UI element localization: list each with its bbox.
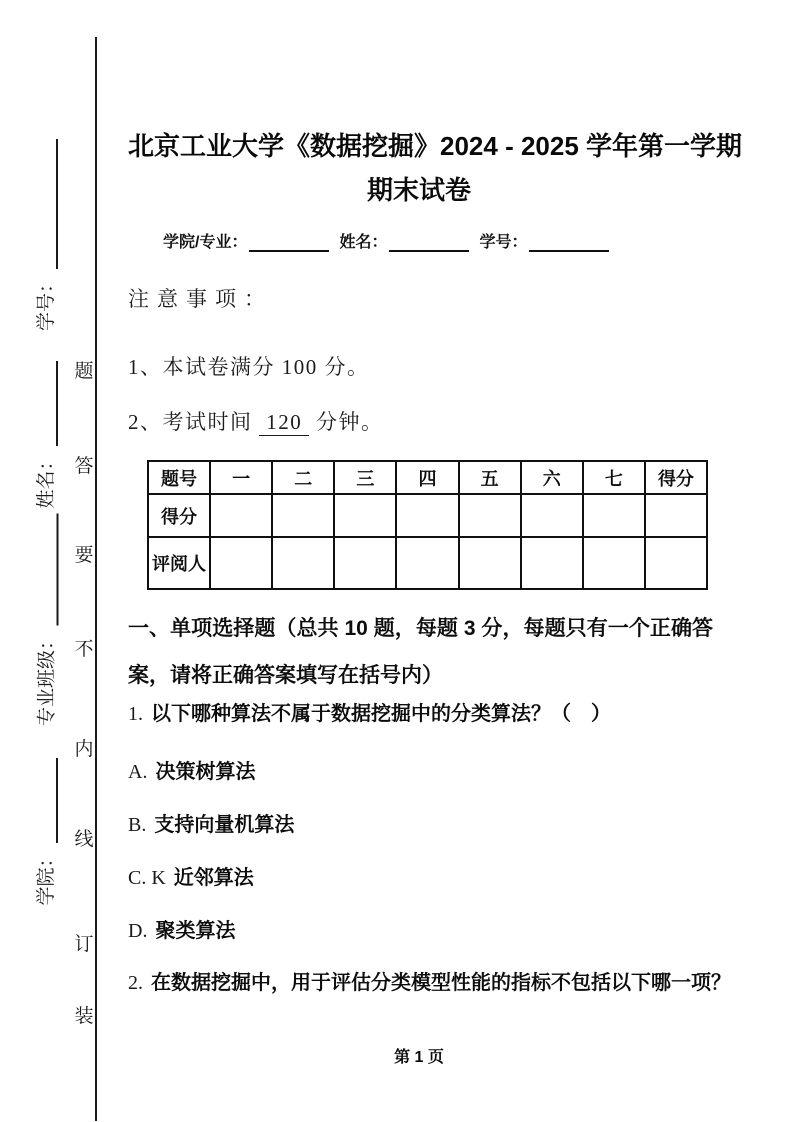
question-1-option-d [128,914,235,943]
score-cell-empty [210,494,272,537]
marker-cell-empty [210,537,272,589]
field-student-id [479,229,609,252]
score-table-header-cell: 七 [583,461,645,494]
field-student-id-label: 学号： [479,234,528,251]
marker-cell-empty [521,537,583,589]
marker-cell-empty [583,537,645,589]
score-table-header-cell: 六 [521,461,583,494]
score-cell-empty [583,494,645,537]
binding-field-major-class-blank [44,514,59,626]
binding-field-student-id [32,135,58,335]
option-a-key: A. [128,761,148,783]
score-cell-empty [521,494,583,537]
score-table-header-cell: 二 [272,461,334,494]
binding-char-zhuang: 装 [74,1006,94,1027]
marker-cell-empty [272,537,334,589]
score-cell-empty [272,494,334,537]
score-table [147,460,708,590]
page-number-footer: 第 1 页 [394,1049,444,1066]
note-exam-duration-before: 2、考试时间 [128,410,253,434]
exam-title-line1: 北京工业大学《数据挖掘》2024 - 2025 学年第一学期 [128,131,743,161]
notice-heading: 注意事项： [128,287,273,311]
binding-char-ding: 订 [74,934,94,955]
binding-char-nei: 内 [74,739,94,760]
option-d-text: 聚类算法 [155,920,236,942]
marker-cell-empty [645,537,707,589]
student-info-row [163,229,609,252]
binding-field-student-id-blank [43,139,58,269]
score-cell-empty [645,494,707,537]
binding-field-major-class-label: 专业班级： [36,631,58,727]
note-total-score: 1、本试卷满分 100 分。 [128,355,370,379]
score-table-header-cell: 三 [334,461,396,494]
marker-cell-empty [459,537,521,589]
score-table-header-cell: 五 [459,461,521,494]
score-table-header-cell: 得分 [645,461,707,494]
marker-row-label: 评阅人 [148,537,210,589]
question-2-number: 2. [128,972,143,994]
note-exam-duration [128,406,384,436]
binding-field-name [32,360,58,510]
binding-field-college-label: 学院： [36,848,57,906]
score-table-header-cell: 一 [210,461,272,494]
note-exam-duration-after: 分钟。 [316,410,384,434]
question-2-text: 在数据挖掘中，用于评估分类模型性能的指标不包括以下哪一项？ [151,972,731,994]
option-a-text: 决策树算法 [155,761,256,783]
binding-line-divider [95,37,97,1121]
binding-field-name-label: 姓名： [36,451,57,509]
binding-char-xian: 线 [74,829,94,850]
binding-field-student-id-label: 学号： [36,274,57,332]
binding-char-ti: 题 [74,361,94,382]
question-2 [128,966,731,995]
score-cell-empty [459,494,521,537]
binding-char-bu: 不 [74,639,94,660]
field-student-id-blank [529,238,609,252]
section1-heading: 一、单项选择题（总共 10 题，每题 3 分，每题只有一个正确答案，请将正确答案填写在括号内） [128,617,713,687]
field-college-major [163,229,329,252]
field-college-major-blank [249,238,329,252]
score-table-score-row [148,494,707,537]
option-b-key: B. [128,814,147,836]
field-name-label: 姓名： [339,234,388,251]
score-row-label: 得分 [148,494,210,537]
question-1-text: 以下哪种算法不属于数据挖掘中的分类算法？（ ） [151,703,611,725]
question-1 [128,697,611,726]
field-name [339,229,469,252]
field-name-blank [389,238,469,252]
binding-field-name-blank [43,362,58,447]
binding-field-college-blank [43,759,58,844]
exam-title-line2: 期末试卷 [366,175,471,205]
score-table-marker-row [148,537,707,589]
score-cell-empty [334,494,396,537]
option-b-text: 支持向量机算法 [154,814,295,836]
score-cell-empty [396,494,458,537]
marker-cell-empty [396,537,458,589]
option-c-text: 近邻算法 [173,867,254,889]
question-1-option-c [128,861,254,890]
score-table-header-cell: 四 [396,461,458,494]
question-1-option-b [128,808,294,837]
binding-char-yao: 要 [74,545,94,566]
score-table-header-cell: 题号 [148,461,210,494]
option-d-key: D. [128,920,148,942]
question-1-option-a [128,755,255,784]
binding-char-da: 答 [74,456,94,477]
question-1-number: 1. [128,703,143,725]
option-c-key: C. K [128,867,166,889]
score-table-header-row [148,461,707,494]
binding-field-major-class [33,513,59,728]
note-exam-duration-value: 120 [259,410,309,436]
binding-field-college [32,757,58,907]
field-college-major-label: 学院/专业： [163,234,248,251]
marker-cell-empty [334,537,396,589]
